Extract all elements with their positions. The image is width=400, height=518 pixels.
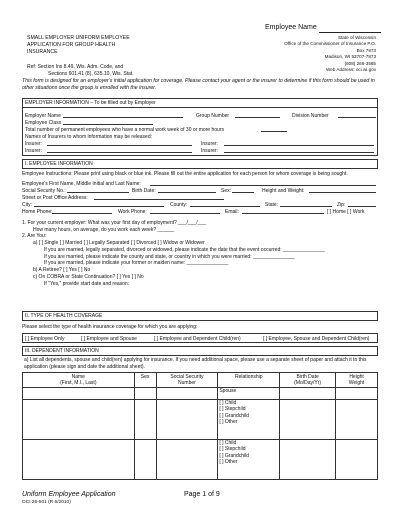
city-input[interactable]: [34, 202, 164, 207]
insurer-input[interactable]: [224, 141, 374, 146]
table-cell[interactable]: [280, 439, 336, 479]
table-cell[interactable]: [23, 439, 135, 479]
height-weight-input[interactable]: [309, 188, 376, 193]
agency-line: Web Address: oci.wi.gov: [326, 67, 376, 73]
reference-line: Sections 601.41 (8), 635.10, Wis. Stat.: [48, 71, 134, 77]
group-number-input[interactable]: [235, 113, 280, 118]
form-title-line: APPLICATION FOR GROUP HEALTH: [27, 41, 116, 48]
question-1: 1. For your current employer: What was your first day of employment? ___/___/___: [22, 219, 206, 226]
table-cell[interactable]: [134, 439, 156, 479]
table-cell[interactable]: [134, 387, 156, 399]
cobra-question[interactable]: c) On COBRA or State Continuation? [ ] Yes [ ] No: [33, 273, 144, 280]
relationship-options: [218, 399, 280, 439]
insurer-input[interactable]: [47, 141, 192, 146]
email-label: Email:: [225, 208, 239, 215]
coverage-option-employee-children[interactable]: [ ] Employee and Dependent Child(ren): [154, 335, 241, 342]
agency-line: (608) 266-3585: [344, 60, 376, 66]
table-cell[interactable]: [156, 387, 218, 399]
insurer-label: Insurer:: [201, 141, 218, 148]
retiree-question[interactable]: b) A Retiree? [ ] Yes [ ] No: [33, 267, 91, 273]
insurer-input[interactable]: [47, 148, 192, 153]
cobra-details: If "Yes," provide start date and reason:: [44, 280, 130, 287]
relationship-checkbox[interactable]: [ ] Grandchild: [219, 412, 250, 419]
ssn-label: Social Security No.:: [22, 187, 66, 194]
reference-line: Ref: Section Ins 8.49, Wis. Adm. Code, and: [27, 64, 124, 70]
table-cell[interactable]: [280, 399, 336, 439]
table-cell[interactable]: [23, 387, 135, 399]
insurer-label: Insurer:: [201, 148, 218, 155]
employer-information-section: [22, 98, 378, 156]
employee-class-label: Employee Class: [25, 120, 62, 127]
employee-information-heading: I. EMPLOYEE INFORMATION: [22, 159, 378, 169]
work-phone-input[interactable]: [150, 209, 220, 214]
relationship-checkbox[interactable]: [ ] Stepchild: [219, 446, 246, 453]
relationship-checkbox[interactable]: [ ] Other: [219, 458, 238, 465]
group-number-label: Group Number: [196, 113, 230, 120]
table-cell[interactable]: [336, 439, 378, 479]
street-input[interactable]: [94, 195, 224, 200]
city-label: City:: [22, 201, 32, 208]
table-row: [23, 439, 378, 479]
column-header: Social Security Number: [156, 373, 218, 388]
agency-line: State of Wisconsin: [337, 35, 376, 40]
column-header: Relationship: [218, 373, 280, 388]
insurers-names-label: Names of Insurers to whom information may be released:: [25, 134, 152, 141]
employee-class-input[interactable]: [63, 120, 153, 125]
coverage-prompt: Please select the type of health insurance coverage for which you are applying:: [22, 324, 198, 330]
dependent-instructions: a) List all dependents, spouse and child(ren) applying for insurance. If you need additional space, please use a separate sheet of paper and attach it to this application (please sign and date the additional sheet).: [24, 357, 367, 370]
state-input[interactable]: [280, 202, 332, 207]
relationship-checkbox[interactable]: [ ] Stepchild: [219, 406, 246, 413]
coverage-option-employee-spouse[interactable]: [ ] Employee and Spouse: [81, 335, 137, 342]
column-header: Birth Date (Mo/Day/Yr): [280, 373, 336, 388]
employee-instructions: Employee Instructions: Please print using black or blue ink. Please fill out the entire application for each person for whom coverage is being sought.: [22, 171, 348, 177]
dependent-heading: III. DEPENDENT INFORMATION: [22, 346, 378, 356]
home-phone-label: Home Phone:: [22, 208, 53, 215]
table-header-row: [23, 373, 378, 388]
table-cell[interactable]: [156, 439, 218, 479]
employee-information-body: [22, 171, 378, 287]
agency-line: Office of the Commissioner of Insurance P.O.: [284, 41, 376, 47]
zip-label: Zip:: [337, 201, 346, 208]
marital-event-date: If you are married, legally separated, divorced or widowed, please indicate the date that the event occurred: _______________: [44, 246, 325, 253]
employer-name-input[interactable]: [63, 113, 183, 118]
state-label: State:: [265, 201, 279, 208]
employee-name-full-label: Employee's First Name, Middle Initial and Last Name:: [22, 180, 141, 187]
employee-name-field: [265, 24, 381, 33]
table-cell[interactable]: [280, 387, 336, 399]
coverage-option-employee-only[interactable]: [ ] Employee Only: [25, 335, 65, 342]
table-cell[interactable]: [134, 399, 156, 439]
form-title: [27, 35, 162, 55]
table-row: [23, 387, 378, 399]
email-input[interactable]: [242, 209, 324, 214]
birth-date-label: Birth Date:: [132, 187, 156, 194]
employee-name-input[interactable]: [319, 26, 381, 33]
ssn-input[interactable]: [67, 188, 129, 193]
table-cell[interactable]: [156, 399, 218, 439]
form-notice: This form is designed for an employer's initial application for coverage. Please contact your agent or the insurer to determine if this form should be used in other situations once the group is enrolled with the insurer.: [22, 78, 375, 91]
relationship-spouse: Spouse: [218, 387, 280, 399]
agency-line: Madison, WI 53707-7873: [324, 54, 376, 60]
section-heading: EMPLOYER INFORMATION – To be filled out by Employer: [23, 99, 377, 108]
sex-label: Sex:: [221, 187, 232, 194]
insurer-label: Insurer:: [25, 141, 42, 148]
relationship-checkbox[interactable]: [ ] Child: [219, 400, 237, 406]
coverage-options: [22, 333, 378, 343]
employee-name-label: Employee Name: [265, 24, 317, 31]
form-title-line: SMALL EMPLOYER UNIFORM EMPLOYEE: [27, 35, 130, 41]
relationship-checkbox[interactable]: [ ] Child: [219, 440, 237, 446]
form-title-line: INSURANCE: [27, 48, 58, 55]
total-employees-label: Total number of permanent employees who have a normal work week of 30 or more hours: [25, 127, 224, 134]
former-name: If you are married, please indicate your former or maiden name: _______________: [44, 260, 229, 267]
table-row: [23, 399, 378, 439]
work-phone-label: Work Phone:: [118, 208, 147, 215]
marriage-location: If you are married, please indicate the county and state, or country in which you were married: _______________: [44, 253, 295, 260]
table-cell[interactable]: [336, 387, 378, 399]
insurer-input[interactable]: [224, 148, 374, 153]
marital-status-options[interactable]: a) [ ] Single [ ] Married [ ] Legally Separated [ ] Divorced [ ] Widow or Widower: [33, 240, 205, 246]
birth-date-input[interactable]: [158, 188, 216, 193]
division-number-input[interactable]: [338, 113, 376, 118]
employee-name-full-input[interactable]: [150, 181, 376, 186]
footer-form-title: Uniform Employee Application: [22, 491, 116, 498]
page-number: Page 1 of 9: [184, 491, 220, 498]
table-cell[interactable]: [336, 399, 378, 439]
county-input[interactable]: [190, 202, 260, 207]
employer-name-label: Employer Name: [25, 113, 61, 120]
sex-input[interactable]: [232, 188, 254, 193]
coverage-heading: II. TYPE OF HEALTH COVERAGE: [22, 311, 378, 321]
relationship-checkbox[interactable]: [ ] Other: [219, 418, 238, 425]
division-number-label: Division Number: [292, 113, 329, 120]
agency-address: [256, 35, 376, 74]
column-header: Name (First, M.I., Last): [23, 373, 135, 388]
question-2: 2. Are You:: [22, 233, 47, 240]
relationship-checkbox[interactable]: [ ] Grandchild: [219, 452, 250, 459]
total-employees-input[interactable]: [261, 127, 287, 132]
dependent-table: [22, 372, 378, 480]
home-work-checkboxes[interactable]: [ ] Home [ ] Work: [327, 208, 365, 215]
insurer-label: Insurer:: [25, 148, 42, 155]
table-cell[interactable]: [23, 399, 135, 439]
footer-form-code: OCI 26-501 (R 6/2010): [22, 500, 71, 505]
home-phone-input[interactable]: [52, 209, 112, 214]
coverage-option-family[interactable]: [ ] Employee, Spouse and Dependent Child(ren): [263, 335, 370, 342]
statute-references: [27, 64, 134, 78]
column-header: Height Weight: [336, 373, 378, 388]
street-label: Street or Post Office Address:: [22, 194, 88, 201]
question-1b: How many hours, on average, do you work each week? ______: [33, 226, 175, 233]
county-label: County:: [170, 201, 188, 208]
zip-input[interactable]: [348, 202, 376, 207]
column-header: Sex: [134, 373, 156, 388]
agency-line: Box 7873: [356, 47, 376, 53]
relationship-options: [218, 439, 280, 479]
height-weight-label: Height and Weight:: [262, 187, 305, 194]
